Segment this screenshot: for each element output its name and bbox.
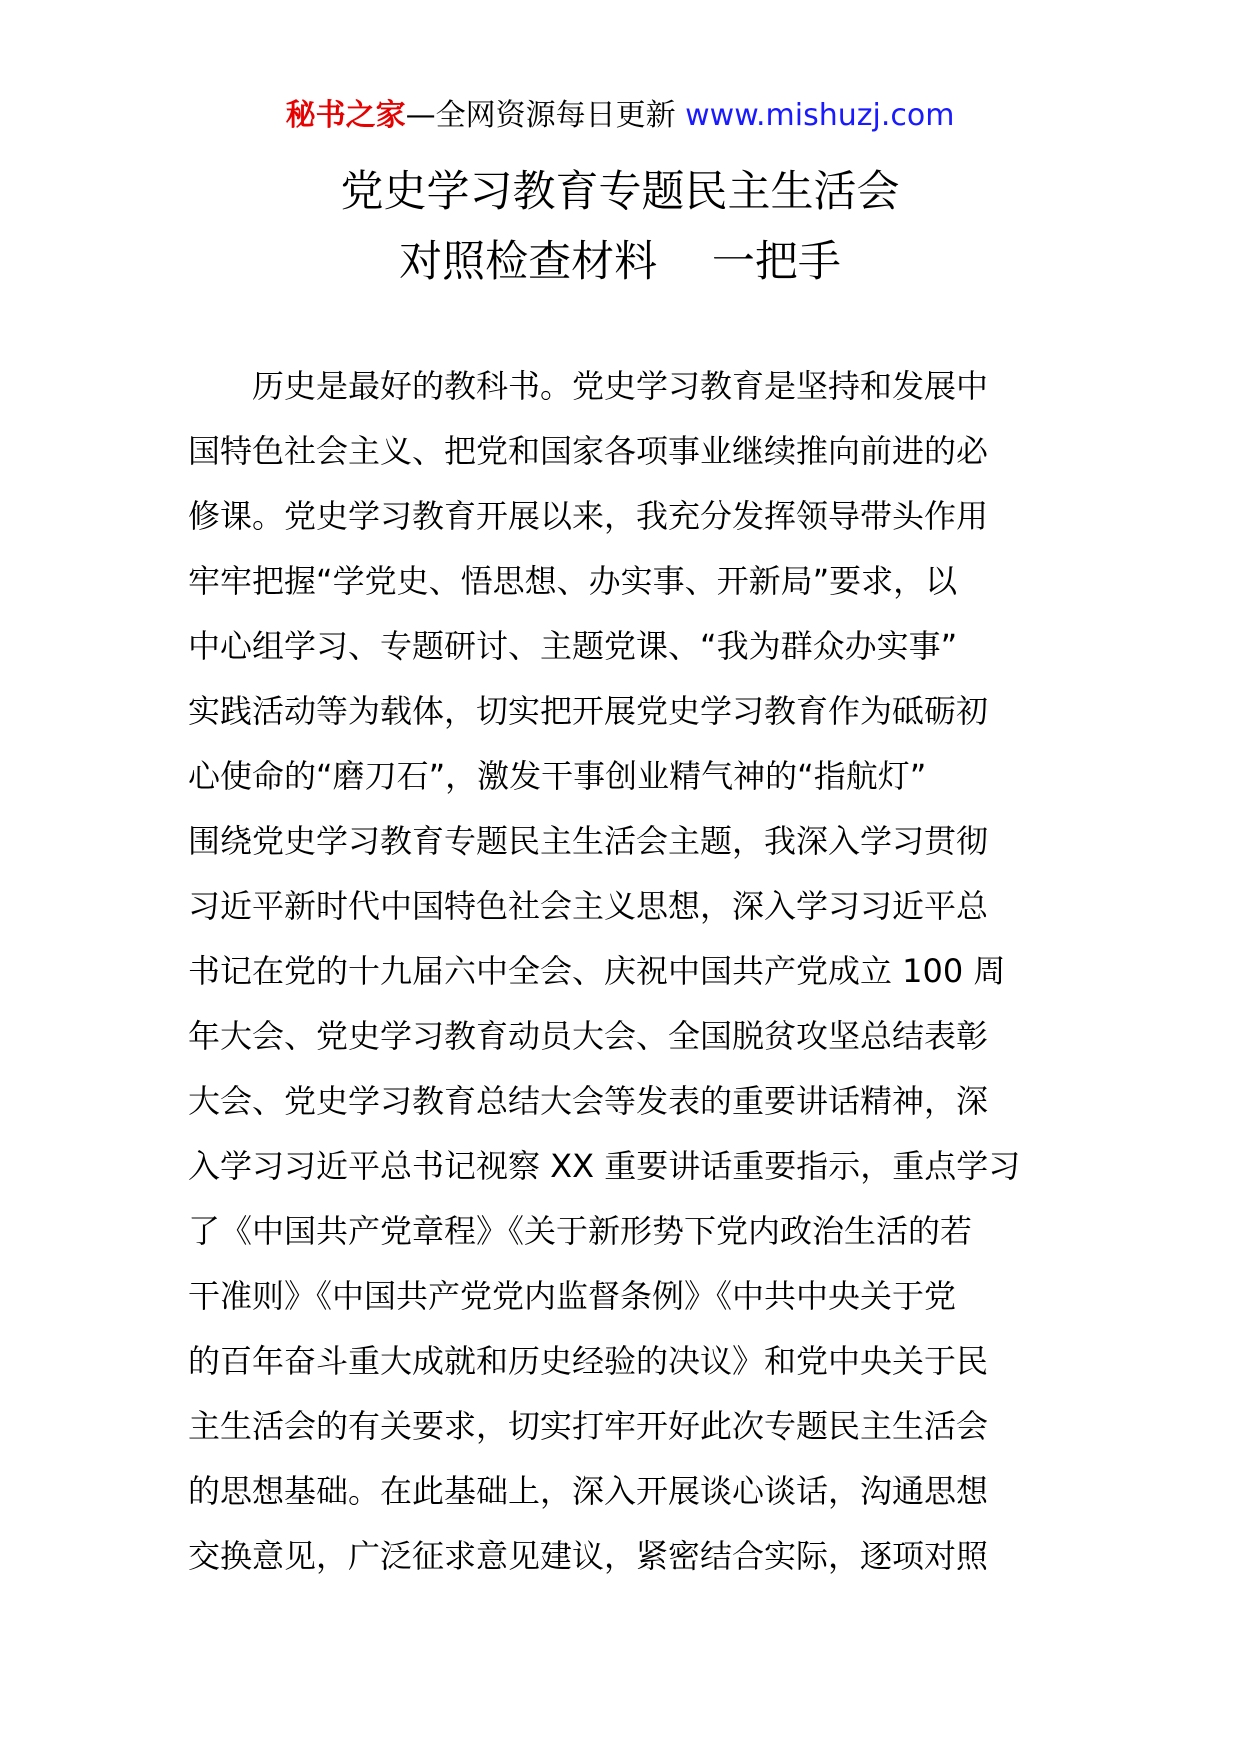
brand-name: 秘书之家 (285, 98, 406, 133)
body-line: 年大会、党史学习教育动员大会、全国脱贫攻坚总结表彰 (188, 1017, 989, 1055)
body-line: 主生活会的有关要求，切实打牢开好此次专题民主生活会 (188, 1407, 989, 1445)
site-url: www.mishuzj.com (685, 98, 955, 133)
body-line: 修课。党史学习教育开展以来，我充分发挥领导带头作用 (188, 497, 989, 535)
body-line: 习近平新时代中国特色社会主义思想，深入学习习近平总 (188, 887, 989, 925)
body-line: 历史是最好的教科书。党史学习教育是坚持和发展中 (252, 367, 989, 405)
body-line: 的思想基础。在此基础上，深入开展谈心谈话，沟通思想 (188, 1472, 989, 1510)
body-line: 心使命的“磨刀石”，激发干事创业精气神的“指航灯” (188, 757, 927, 795)
body-line: 国特色社会主义、把党和国家各项事业继续推向前进的必 (188, 432, 989, 470)
site-header (0, 96, 1240, 136)
body-line: 牢牢把握“学党史、悟思想、办实事、开新局”要求，以 (188, 562, 958, 600)
document-title-line-2: 对照检查材料 一把手 (399, 237, 841, 287)
body-line: 了《中国共产党章程》《关于新形势下党内政治生活的若 (188, 1212, 973, 1250)
document-title-line-1: 党史学习教育专题民主生活会 (340, 167, 900, 217)
body-line: 入学习习近平总书记视察 XX 重要讲话重要指示，重点学习 (188, 1147, 1021, 1185)
body-line: 的百年奋斗重大成就和历史经验的决议》和党中央关于民 (188, 1342, 989, 1380)
body-line: 书记在党的十九届六中全会、庆祝中国共产党成立 100 周 (188, 952, 1006, 990)
header-slogan: —全网资源每日更新 (405, 98, 686, 133)
document-body (188, 354, 1056, 1589)
body-line: 交换意见，广泛征求意见建议，紧密结合实际，逐项对照 (188, 1537, 989, 1575)
body-line: 干准则》《中国共产党党内监督条例》《中共中央关于党 (188, 1277, 957, 1315)
body-line: 实践活动等为载体，切实把开展党史学习教育作为砥砺初 (188, 692, 989, 730)
body-line: 中心组学习、专题研讨、主题党课、“我为群众办实事” (188, 627, 958, 665)
body-line: 围绕党史学习教育专题民主生活会主题，我深入学习贯彻 (188, 822, 989, 860)
body-line: 大会、党史学习教育总结大会等发表的重要讲话精神，深 (188, 1082, 989, 1120)
